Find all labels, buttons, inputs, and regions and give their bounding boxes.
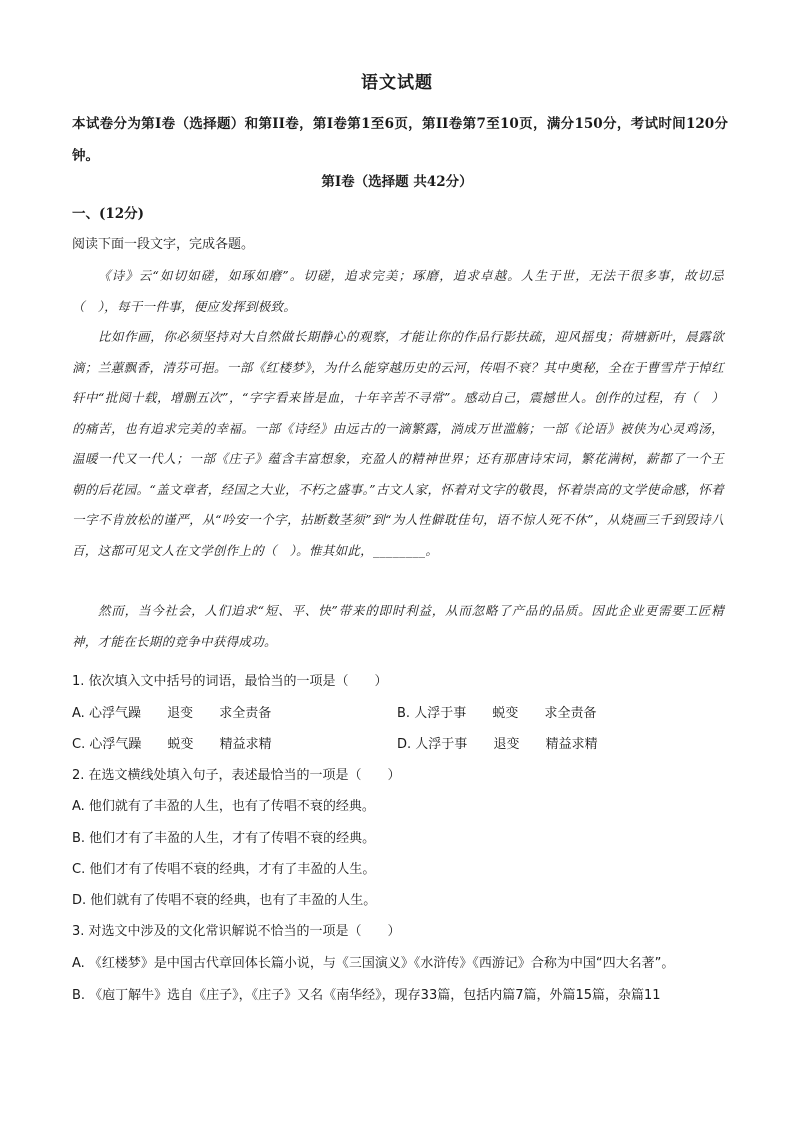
section-heading: 第I卷（选择题 共42分） (321, 174, 473, 190)
option-b: B. 《庖丁解牛》选自《庄子》，《庄子》又名《南华经》，现存33篇，包括内篇7篇，外篇15篇，杂篇11 (72, 988, 661, 1003)
option-a: A. 他们就有了丰盈的人生，也有了传唱不衰的经典。 (72, 799, 375, 814)
option-d: D. 他们就有了传唱不衰的经典，也有了丰盈的人生。 (72, 893, 377, 908)
option-a: A. 心浮气躁 退变 求全责备 (72, 706, 272, 721)
option-a: A. 《红楼梦》是中国古代章回体长篇小说，与《三国演义》《水浒传》《西游记》合称为中国“四大名著”。 (72, 956, 675, 971)
exam-intro: 本试卷分为第I卷（选择题）和第II卷，第I卷第1至6页，第II卷第7至10页，满分150分，考试时间120分钟。 (72, 116, 728, 164)
passage-paragraph: 《诗》云“如切如磋，如琢如磨”。切磋，追求完美；琢磨，追求卓越。人生于世，无法干很多事，故切忌（ ），每干一件事，便应发挥到极致。 (72, 268, 724, 314)
question-stem: 2. 在选文横线处填入句子，表述最恰当的一项是（ ） (72, 768, 401, 783)
option-d: D. 人浮于事 退变 精益求精 (397, 737, 598, 752)
part-heading: 一、(12分) (72, 206, 145, 222)
question-stem: 1. 依次填入文中括号的词语，最恰当的一项是（ ） (72, 674, 388, 689)
option-c: C. 心浮气躁 蜕变 精益求精 (72, 737, 272, 752)
reading-instruction: 阅读下面一段文字，完成各题。 (72, 237, 255, 252)
passage-paragraph: 比如作画，你必须坚持对大自然做长期静心的观察，才能让你的作品行影扶疏，迎风摇曳；荷塘新叶，晨露欲滴；兰蕙飘香，清芬可挹。一部《红楼梦》，为什么能穿越历史的云河，传唱不衰？其中奥秘，全在于曹雪芹于悼红轩中“批阅十载，增删五次”，“字字看来皆是血，十年辛苦不寻常”。感动自己，震撼世人。创作的过程，有（ ）的痛苦，也有追求完美的幸福。一部《诗经》由远古的一滴繁露，淌成万世滥觞；一部《论语》被侠为心灵鸡汤，温暖一代又一代人；一部《庄子》蕴含丰富想象，充盈人的精神世界；还有那唐诗宋词，繁花满树，薪都了一个王朝的后花园。“盖文章者，经国之大业，不朽之盛事。”古文人家，怀着对文字的敬畏，怀着崇高的文学使命感，怀着一字不肯放松的谨严，从“吟安一个字，拈断数茎须”到“为人性僻耽佳句，语不惊人死不休”，从烧画三千到毁诗八百，这都可见文人在文学创作上的（ ）。惟其如此，________。 (72, 329, 724, 558)
question-stem: 3. 对选文中涉及的文化常识解说不恰当的一项是（ ） (72, 924, 401, 939)
page-title: 语文试题 (361, 73, 433, 93)
passage-paragraph: 然而，当今社会，人们追求“短、平、快”带来的即时利益，从而忽略了产品的品质。因此企业更需要工匠精神，才能在长期的竞争中获得成功。 (72, 603, 724, 649)
option-b: B. 人浮于事 蜕变 求全责备 (397, 706, 597, 721)
option-c: C. 他们才有了传唱不衰的经典，才有了丰盈的人生。 (72, 862, 376, 877)
option-b: B. 他们才有了丰盈的人生，才有了传唱不衰的经典。 (72, 831, 376, 846)
